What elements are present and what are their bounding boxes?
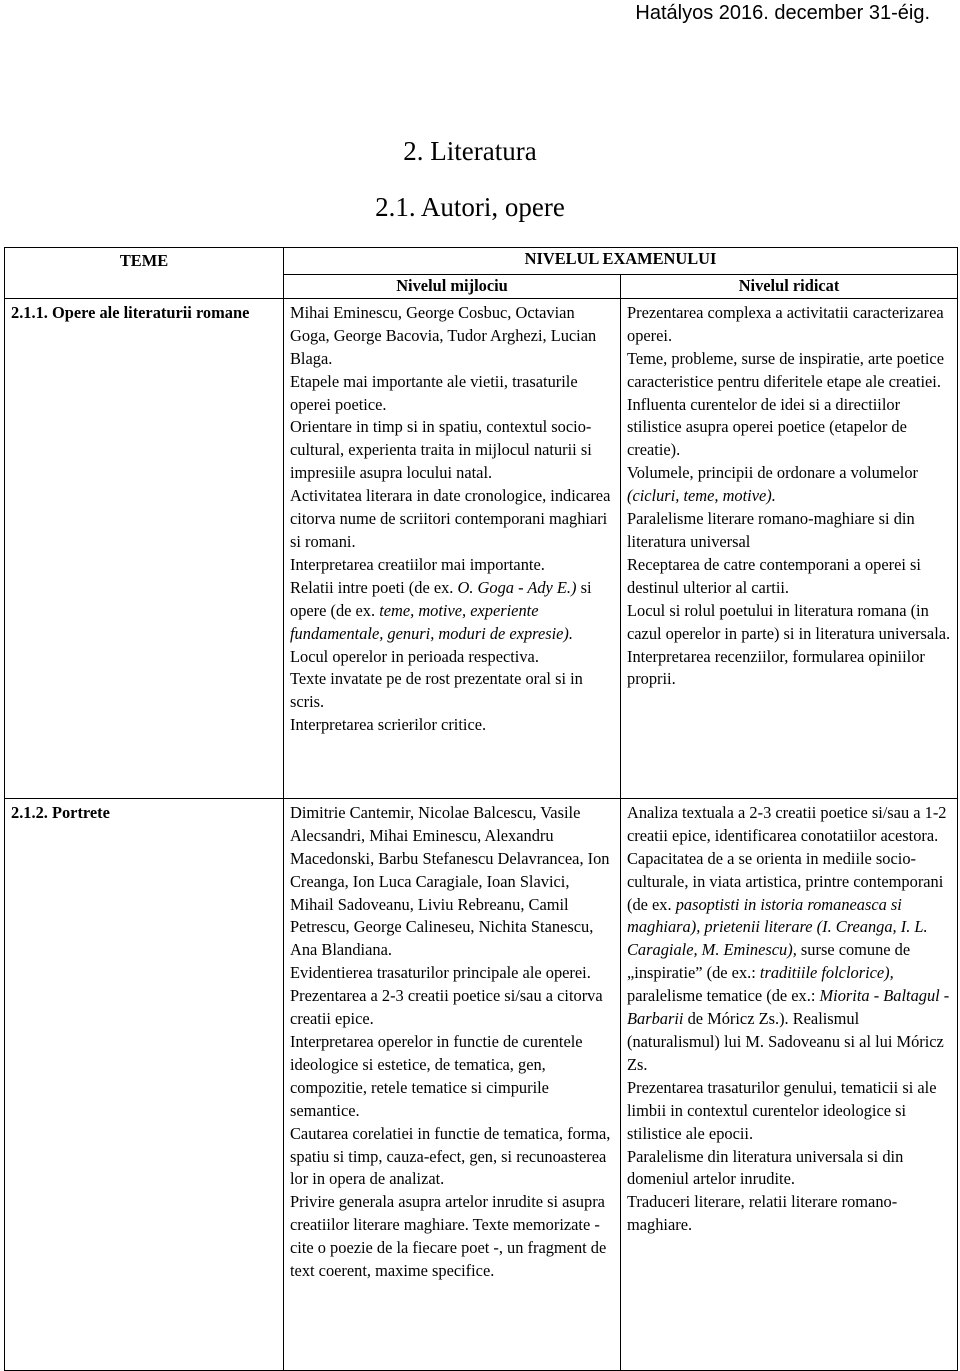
text-line: Locul operelor in perioada respectiva. [290,646,539,666]
text-line: Prezentarea trasaturilor genului, tematicii si ale limbii in contextul curentelor ideologice si stilistice ale epocii. [627,1077,937,1143]
italic-text: (cicluri, teme, motive). [627,486,776,506]
text-span: surse comune de „inspiratie” (de ex.: [627,940,911,983]
italic-text: O. Goga - Ady E.) [457,577,577,597]
italic-text: traditiile folclorice), [759,963,894,983]
text-line: Mihai Eminescu, George Cosbuc, Octavian Goga, George Bacovia, Tudor Arghezi, Lucian Blaga. [290,302,597,368]
text-line [290,577,614,646]
validity-note: Hatályos 2016. december 31-éig. [635,2,930,24]
text-span: de Móricz Zs.). Realismul (naturalismul) lui M. Sadoveanu si al lui Móricz Zs. [627,1009,944,1074]
section-subtitle: 2.1. Autori, opere [375,192,565,222]
text-line: Etapele mai importante ale vietii, trasaturile operei poetice. [290,371,578,414]
text-line: Locul si rolul poetului in literatura romana (in cazul operelor in parte) si in literatura universala. [627,600,951,643]
text-span: Relatii intre poeti (de ex. [290,577,454,597]
col-mid-header: Nivelul mijlociu [284,275,621,299]
text-span: Capacitatea de a se orienta in mediile socio-culturale, in viata artistica, printre contemporani (de ex. [627,848,944,914]
text-line: Receptarea de catre contemporani a operei si destinul ulterior al cartii. [627,554,921,597]
text-line: Teme, probleme, surse de inspiratie, arte poetice caracteristice pentru diferitele etape ale creatiei. [627,348,944,391]
text-line: Cautarea corelatiei in functie de tematica, forma, spatiu si timp, cauza-efect, gen, si recunoasterea lor in opera de analizat. [290,1123,611,1189]
mid-cell [284,298,621,798]
text-line: Interpretarea recenziilor, formularea opiniilor proprii. [627,646,925,689]
curriculum-table [4,247,958,1371]
text-line [627,848,951,1077]
text-line: Dimitrie Cantemir, Nicolae Balcescu, Vasile Alecsandri, Mihai Eminescu, Alexandru Macedonski, Barbu Stefanescu Delavrancea, Ion Creanga, Ion Luca Caragiale, Ioan Slavici, Mihail Sadoveanu, Liviu Rebreanu, Camil Petrescu, George Calineseu, Nichita Stanescu, Ana Blandiana. [290,802,610,960]
tema-cell: 2.1.2. Portrete [5,798,284,1370]
tema-cell: 2.1.1. Opere ale literaturii romane [5,298,284,798]
text-line: Paralelisme literare romano-maghiare si din literatura universal [627,509,915,551]
text-line: Privire generala asupra artelor inrudite si asupra creatiilor literare maghiare. Texte memorizate - cite o poezie de la fiecare poet -, un fragment de text coerent, maxime specifice. [290,1192,607,1281]
text-line: Interpretarea operelor in functie de curentele ideologice si estetice, de tematica, gen, compozitie, retele tematice si cimpurile semantice. [290,1031,583,1120]
italic-text: pasoptisti in istoria romaneasca si maghiara), prietenii literare (I. Creanga, I. L. Caragiale, M. Eminescu), [627,894,928,960]
col-high-header: Nivelul ridicat [621,275,958,299]
mid-cell [284,798,621,1370]
text-line [627,462,951,508]
text-span: paralelisme tematice (de ex.: [627,986,816,1006]
text-line: Prezentarea a 2-3 creatii poetice si/sau a citorva creatii epice. [290,986,603,1029]
italic-text: teme, motive, experiente fundamentale, genuri, moduri de expresie). [290,600,573,643]
text-line: Interpretarea scrierilor critice. [290,715,487,735]
text-line: Prezentarea complexa a activitatii caracterizarea operei. [627,302,944,345]
table-row [5,298,958,798]
text-line: Interpretarea creatiilor mai importante. [290,554,545,574]
high-cell [621,798,958,1370]
text-line: Orientare in timp si in spatiu, contextul socio-cultural, experienta traita in mijlocul naturii si impresiile asupra locului natal. [290,417,592,483]
text-line: Traduceri literare, relatii literare romano-maghiare. [627,1192,898,1235]
text-line: Paralelisme din literatura universala si din domeniul artelor inrudite. [627,1146,904,1189]
high-cell [621,298,958,798]
text-span: Volumele, principii de ordonare a volumelor [627,463,919,483]
text-line: Texte invatate pe de rost prezentate oral si in scris. [290,669,583,712]
col-teme-header: TEME [5,248,284,299]
col-exam-header: NIVELUL EXAMENULUI [284,248,958,275]
text-line: Influenta curentelor de idei si a directiilor stilistice asupra operei poetice (etapelor de creatie). [627,394,907,460]
text-line: Analiza textuala a 2-3 creatii poetice si/sau a 1-2 creatii epice, identificarea conotatiilor acestora. [627,802,947,845]
table-row [5,798,958,1370]
text-line: Activitatea literara in date cronologice, indicarea citorva nume de scriitori contemporani maghiari si romani. [290,486,611,551]
italic-text: Miorita - Baltagul -Barbarii [627,986,950,1029]
text-line: Evidentierea trasaturilor principale ale operei. [290,963,591,983]
section-title: 2. Literatura [403,136,537,166]
text-span: si opere (de ex. [290,577,592,620]
table-header-row [5,248,958,275]
